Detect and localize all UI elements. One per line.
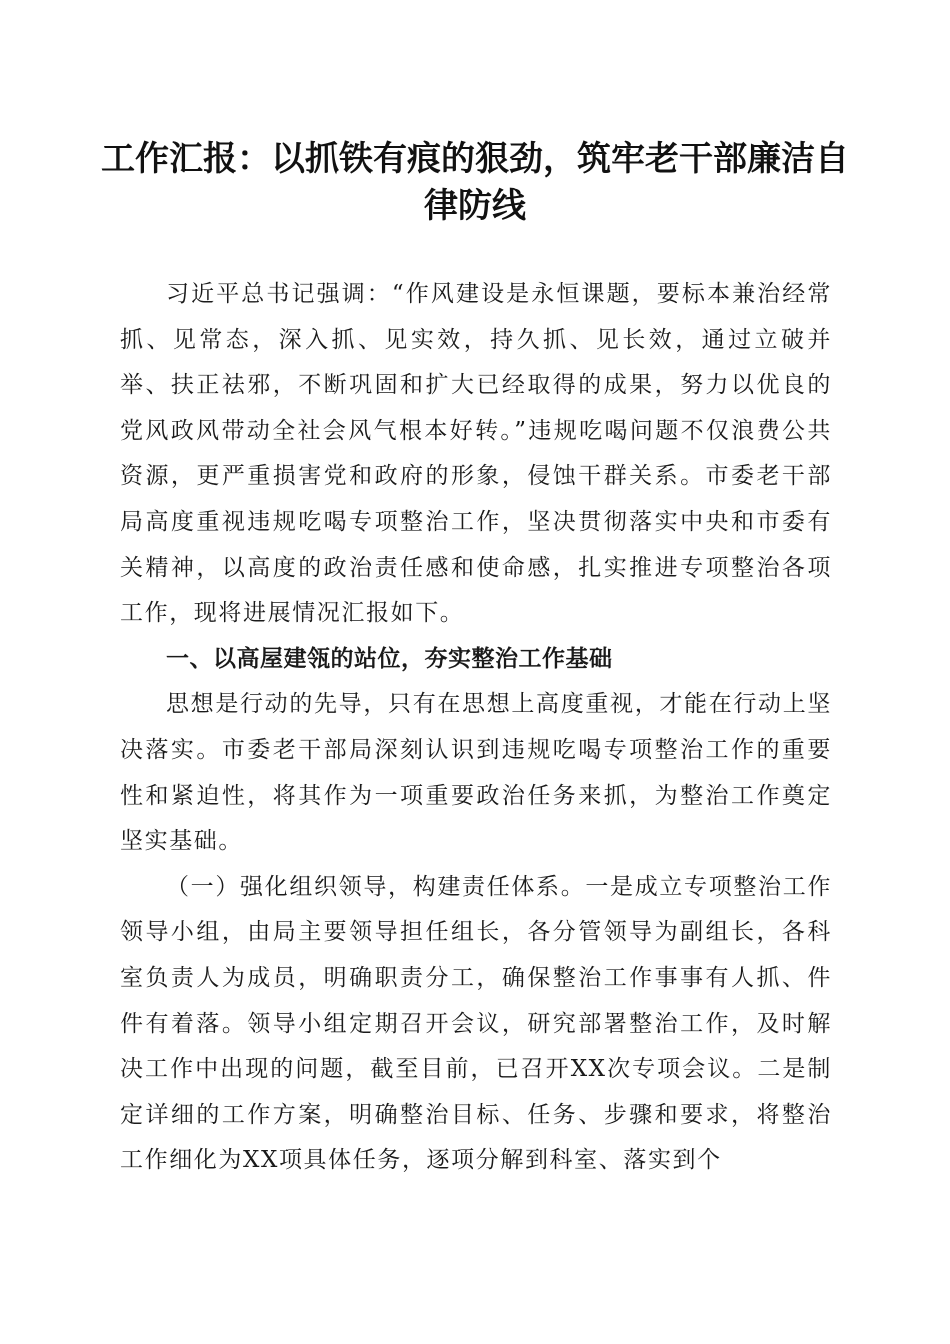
subsection-paragraph: （一）强化组织领导，构建责任体系。一是成立专项整治工作领导小组，由局主要领导担任组长，各分管领导为副组长，各科室负责人为成员，明确职责分工，确保整治工作事事有人抓、件件有着落。领导小组定期召开会议，研究部署整治工作，及时解决工作中出现的问题，截至目前，已召开XX次专项会议。二是制定详细的工作方案，明确整治目标、任务、步骤和要求，将整治工作细化为XX项具体任务，逐项分解到科室、落实到个 <box>120 873 832 1174</box>
section-intro-paragraph: 思想是行动的先导，只有在思想上高度重视，才能在行动上坚决落实。市委老干部局深刻认识到违规吃喝专项整治工作的重要性和紧迫性，将其作为一项重要政治任务来抓，为整治工作奠定坚实基础。 <box>120 691 832 855</box>
section-heading: 一、以高屋建瓴的站位，夯实整治工作基础 <box>166 645 613 672</box>
document-body <box>120 272 832 1184</box>
document-title: 工作汇报：以抓铁有痕的狠劲，筑牢老干部廉洁自律防线 <box>101 139 849 226</box>
intro-paragraph: 习近平总书记强调：“作风建设是永恒课题，要标本兼治经常抓、见常态，深入抓、见实效，持久抓、见长效，通过立破并举、扶正祛邪，不断巩固和扩大已经取得的成果，努力以优良的党风政风带动全社会风气根本好转。”违规吃喝问题不仅浪费公共资源，更严重损害党和政府的形象，侵蚀干群关系。市委老干部局高度重视违规吃喝专项整治工作，坚决贯彻落实中央和市委有关精神，以高度的政治责任感和使命感，扎实推进专项整治各项工作，现将进展情况汇报如下。 <box>120 281 832 627</box>
